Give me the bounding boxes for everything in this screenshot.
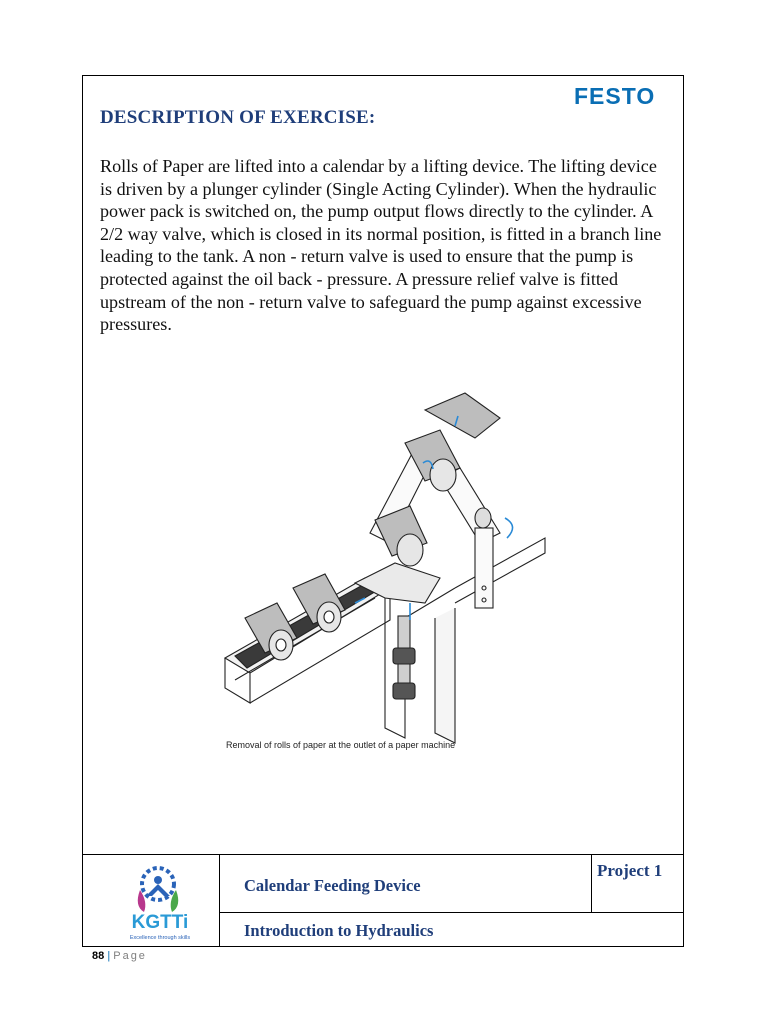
description-paragraph: Rolls of Paper are lifted into a calendar by a lifting device. The lifting device is driven by a plunger cylinder (Single Acting Cylinder). When the hydraulic power pack is switched on, the pump output flows directly to the cylinder. A 2/2 way valve, which is closed in its normal position, is fitted in a branch line leading to the tank. A non - return valve is used to ensure that the pump is protected against the oil back - pressure. A pressure relief valve is fitted upstream of the non - return valve to safeguard the pump against excessive pressures. [100, 156, 662, 335]
page-number-separator: | [107, 950, 111, 962]
exercise-description [100, 155, 670, 336]
kgtti-logo-text: KGTTi [131, 912, 189, 933]
page-number-value: 88 [92, 950, 105, 962]
footer-divider-right [591, 854, 592, 912]
page-number [92, 950, 147, 962]
festo-logo: FESTO [574, 83, 656, 109]
footer-top-border [82, 854, 684, 855]
paper-roll-lifting-illustration [215, 388, 555, 758]
kgtti-logo [112, 862, 208, 944]
page-label: Page [113, 950, 147, 962]
exercise-heading: DESCRIPTION OF EXERCISE: [100, 107, 376, 128]
footer-middle-border [219, 912, 684, 913]
project-title: Calendar Feeding Device [244, 876, 421, 895]
course-title: Introduction to Hydraulics [244, 921, 434, 940]
figure-caption: Removal of rolls of paper at the outlet of a paper machine [226, 740, 456, 750]
kgtti-logo-tagline: Excellence through skills [129, 935, 191, 941]
project-number: Project 1 [597, 861, 663, 880]
footer-divider-left [219, 854, 220, 947]
